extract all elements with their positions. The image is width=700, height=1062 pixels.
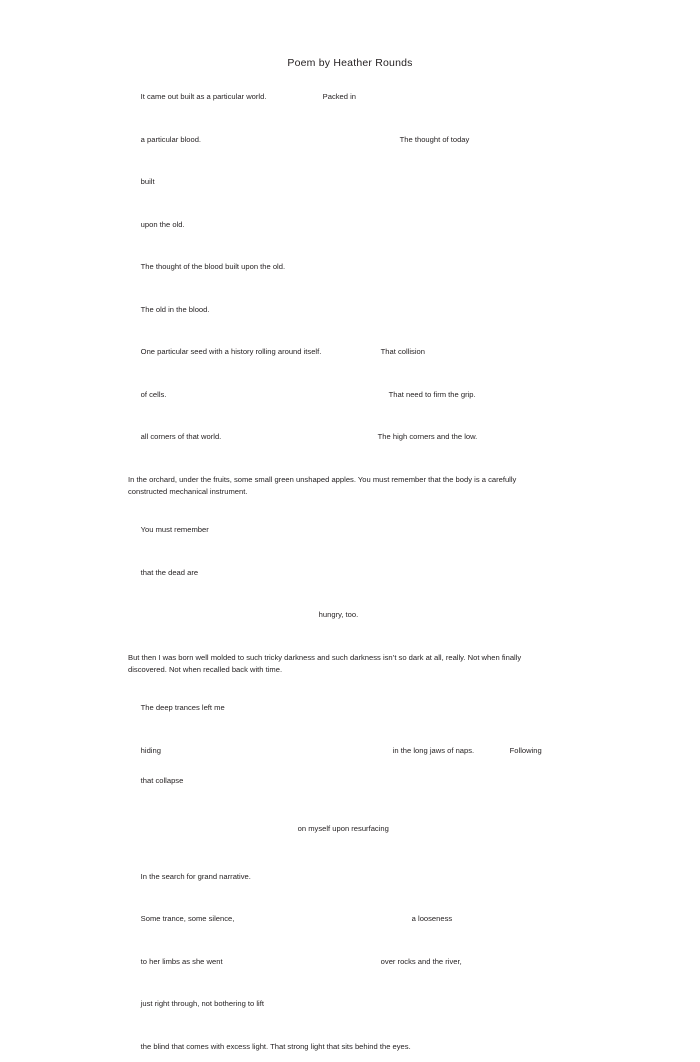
- line-left: that the dead are: [140, 567, 199, 577]
- line-gap: [128, 325, 588, 338]
- line-far: Following: [509, 745, 542, 755]
- line-gap: [128, 675, 588, 693]
- poem-paragraph: In the orchard, under the fruits, some small green unshaped apples. You must remember that the body is a carefully constructed mechanical instrument.: [128, 475, 517, 496]
- line-gap: [128, 497, 588, 515]
- line-left: of cells.: [140, 389, 167, 399]
- line-right: That need to firm the grip.: [388, 389, 476, 399]
- line-gap: [128, 282, 588, 295]
- line-gap: [128, 844, 588, 862]
- poem-body: [128, 82, 588, 1062]
- poem-line: [128, 210, 588, 240]
- poem-line: [128, 1032, 588, 1062]
- line-right: The thought of today: [399, 134, 470, 144]
- line-right: The high corners and the low.: [377, 432, 478, 441]
- line-left: hiding: [140, 745, 161, 755]
- line-left: that collapse: [140, 775, 184, 785]
- line-gap: [128, 240, 588, 253]
- poem-line: [128, 422, 588, 452]
- line-left: a particular blood.: [140, 134, 202, 144]
- line-center: hungry, too.: [318, 610, 359, 619]
- line-center: on myself upon resurfacing: [297, 823, 389, 833]
- line-gap: [128, 367, 588, 380]
- line-left: to her limbs as she went: [140, 956, 223, 966]
- poem-line: [128, 337, 588, 367]
- stanza-gap: [128, 452, 588, 474]
- line-left: One particular seed with a history rolling around itself.: [140, 347, 322, 356]
- line-left: The old in the blood.: [140, 304, 210, 314]
- line-gap: [128, 796, 588, 814]
- line-gap: [128, 588, 588, 601]
- page-title: Poem by Heather Rounds: [287, 57, 413, 69]
- poem-line: [128, 904, 588, 934]
- line-gap: [128, 723, 588, 736]
- line-gap: [128, 545, 588, 558]
- poem-line: [128, 252, 588, 282]
- line-left: all corners of that world.: [140, 432, 222, 441]
- line-left: It came out built as a particular world.: [140, 92, 267, 101]
- poem-line: [128, 125, 588, 155]
- poem-line: [128, 947, 588, 977]
- poem-line: [128, 515, 588, 545]
- line-mid: That collision: [380, 347, 425, 356]
- poem-line: [128, 814, 588, 844]
- line-mid: Packed in: [322, 92, 357, 101]
- line-left: just right through, not bothering to lift: [140, 999, 264, 1008]
- line-gap: [128, 977, 588, 990]
- line-gap: [128, 1019, 588, 1032]
- poem-line: [128, 989, 588, 1019]
- line-right: over rocks and the river,: [380, 956, 462, 966]
- poem-line: [128, 558, 588, 588]
- poem-line: [128, 736, 588, 766]
- line-right: a looseness: [411, 914, 453, 923]
- poem-paragraph: But then I was born well molded to such tricky darkness and such darkness isn’t so dark at all, really. Not when finally discovered. Not when recalled back with time.: [128, 653, 522, 674]
- poem-line: [128, 862, 588, 892]
- line-gap: [128, 892, 588, 905]
- line-gap: [128, 155, 588, 168]
- poem-line: [128, 766, 588, 796]
- line-gap: [128, 410, 588, 423]
- poem-line: [128, 82, 588, 112]
- line-gap: [128, 112, 588, 125]
- poem-line: [128, 295, 588, 325]
- poem-line: [128, 380, 588, 410]
- poem-line: [128, 600, 588, 630]
- line-left: The deep trances left me: [140, 703, 225, 712]
- line-left: The thought of the blood built upon the old.: [140, 262, 286, 271]
- stanza-gap: [128, 630, 588, 652]
- poem-line: [128, 167, 588, 197]
- line-gap: [128, 934, 588, 947]
- line-right: in the long jaws of naps.: [392, 745, 475, 755]
- line-left: upon the old.: [140, 219, 185, 229]
- line-left: built: [140, 177, 155, 186]
- line-left: You must remember: [140, 525, 209, 534]
- line-left: Some trance, some silence,: [140, 914, 235, 923]
- line-left: the blind that comes with excess light. That strong light that sits behind the eyes.: [140, 1041, 411, 1051]
- line-left: In the search for grand narrative.: [140, 871, 251, 881]
- poem-line: [128, 693, 588, 723]
- line-gap: [128, 197, 588, 210]
